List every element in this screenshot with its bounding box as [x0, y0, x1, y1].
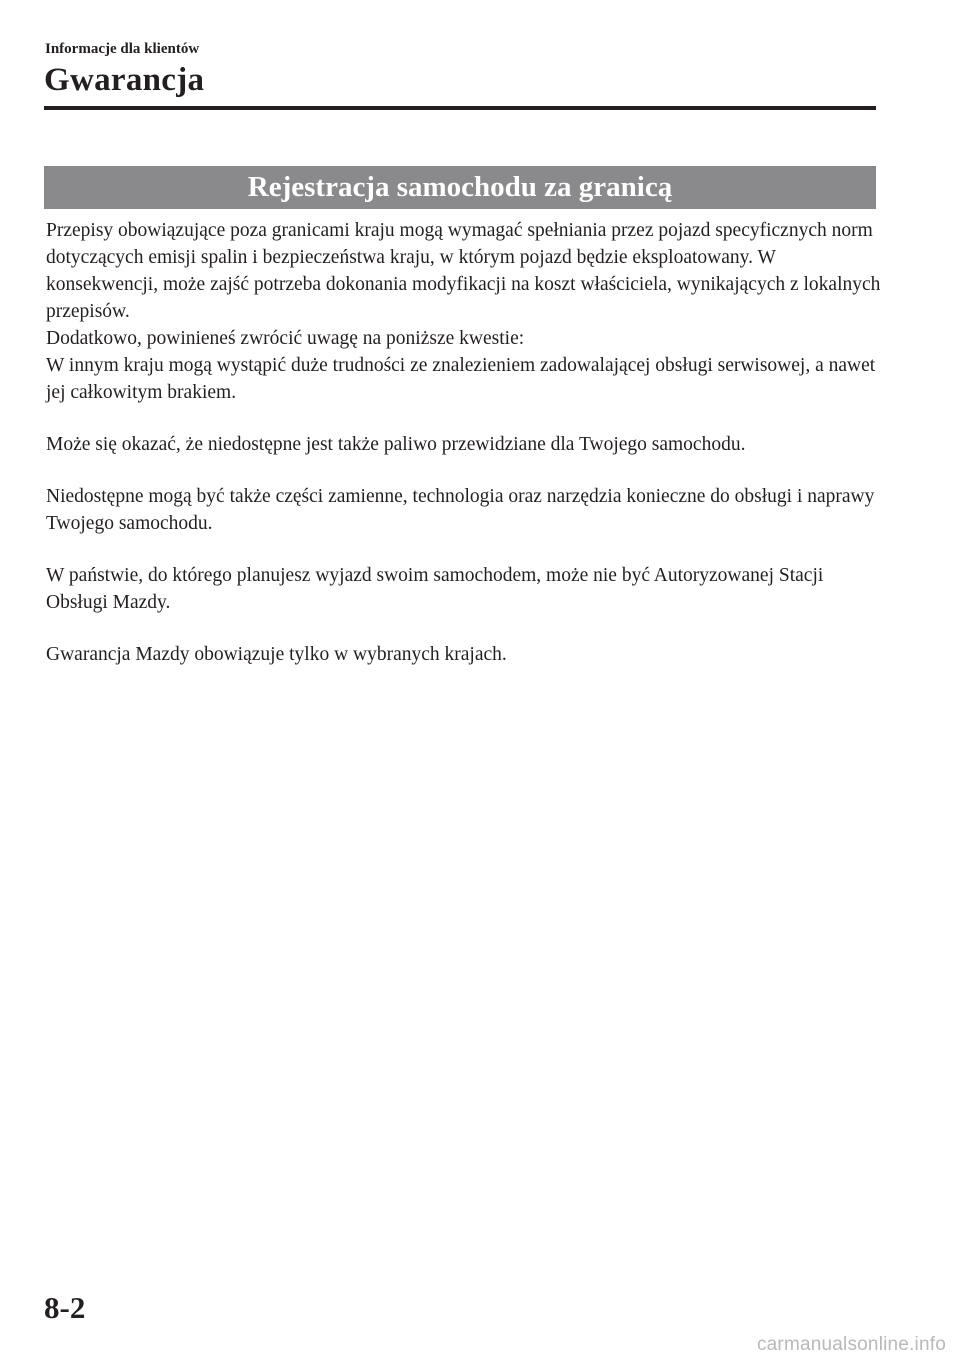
- chapter-label: Informacje dla klientów: [45, 41, 200, 57]
- page-title: Gwarancja: [44, 62, 205, 98]
- page-number: 8-2: [44, 1290, 86, 1325]
- body-text: [46, 217, 886, 668]
- paragraph-service-difficulty: W innym kraju mogą wystąpić duże trudności ze znalezieniem zadowalającej obsługi serwisowej, a nawet jej całkowitym brakiem.: [46, 355, 876, 403]
- paragraph-fuel: Może się okazać, że niedostępne jest także paliwo przewidziane dla Twojego samochodu.: [46, 434, 746, 455]
- title-divider: [44, 106, 876, 110]
- paragraph-additional-notes: Dodatkowo, powinieneś zwrócić uwagę na poniższe kwestie:: [46, 328, 525, 349]
- watermark: carmanualsonline.info: [756, 1334, 946, 1355]
- paragraph-regulations: Przepisy obowiązujące poza granicami kraju mogą wymagać spełniania przez pojazd specyficznych norm dotyczących emisji spalin i bezpieczeństwa kraju, w którym pojazd będzie eksploatowany. W konsekwencji, może zajść potrzeba dokonania modyfikacji na koszt właściciela, wynikających z lokalnych przepisów.: [46, 220, 881, 322]
- section-heading: Rejestracja samochodu za granicą: [44, 166, 876, 209]
- paragraph-warranty-countries: Gwarancja Mazdy obowiązuje tylko w wybranych krajach.: [46, 644, 507, 665]
- paragraph-parts: Niedostępne mogą być także części zamienne, technologia oraz narzędzia konieczne do obsługi i naprawy Twojego samochodu.: [46, 486, 875, 534]
- paragraph-dealer: W państwie, do którego planujesz wyjazd swoim samochodem, może nie być Autoryzowanej Stacji Obsługi Mazdy.: [46, 565, 824, 613]
